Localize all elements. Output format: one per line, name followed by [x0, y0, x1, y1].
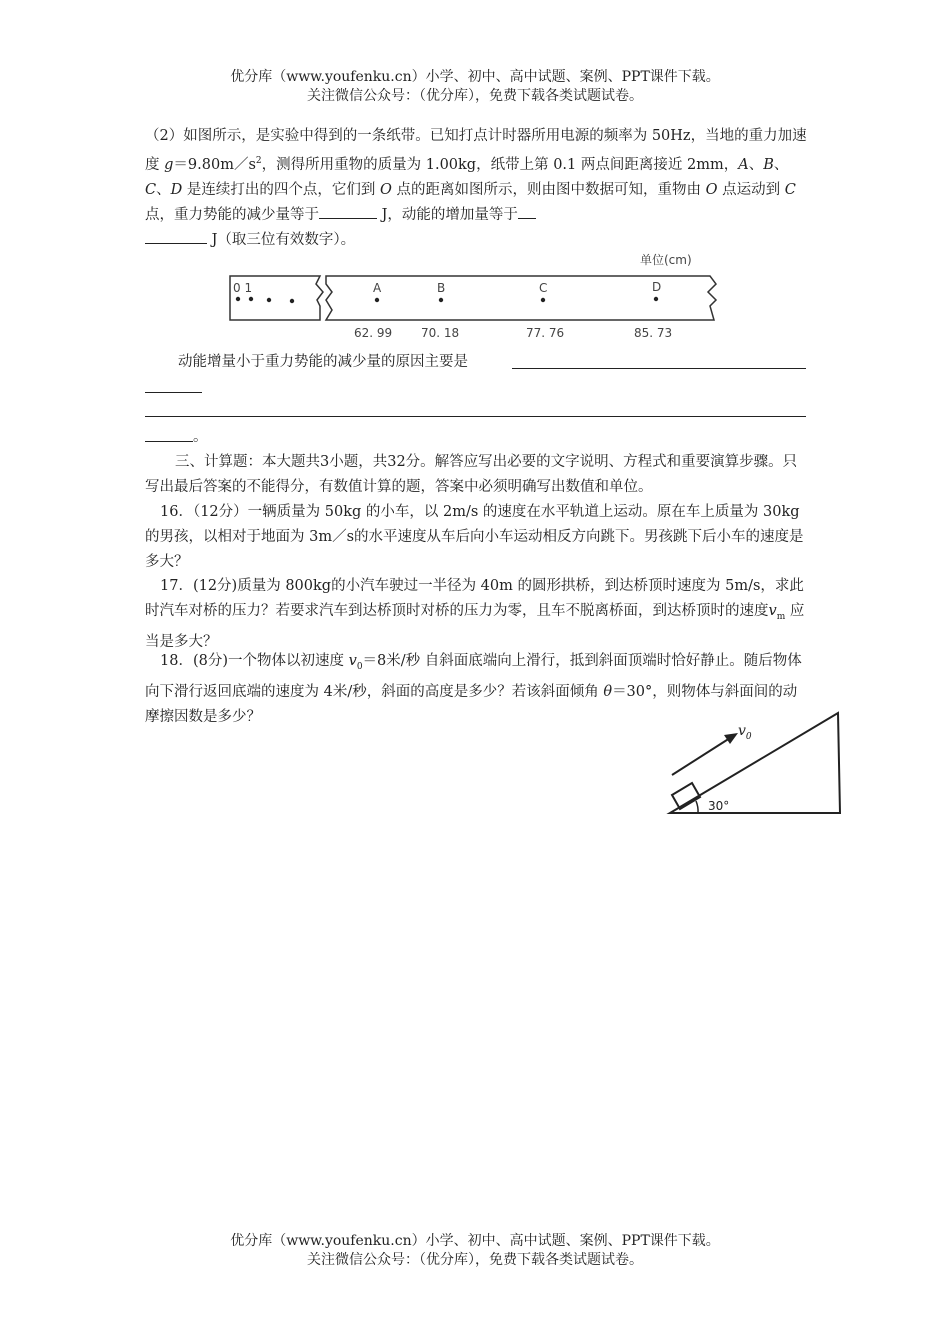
question-16: 16．（12分）一辆质量为 50kg 的小车，以 2m/s 的速度在水平轨道上运动。原在车上质量为 30kg的男孩，以相对于地面为 3m／s的水平速度从车后向小车运动相反方向跳下。男孩跳下后小车的速度是多大？: [145, 504, 804, 570]
paper-tape-figure: [222, 248, 732, 344]
tape-dot-C: [541, 298, 545, 302]
header-line-2: 关注微信公众号：（优分库），免费下载各类试题试卷。: [307, 88, 643, 104]
reason-end-mark: 。: [193, 429, 208, 445]
angle-label: 30°: [708, 799, 730, 813]
reason-answer-line-4[interactable]: [145, 441, 193, 442]
tape-start-label: 0 1: [233, 281, 253, 295]
reason-answer-line-1[interactable]: [512, 368, 806, 369]
question-18: 18．(8分)一个物体以初速度 $v_0=8$米/秒 自斜面底端向上滑行，抵到斜面顶端时恰好静止。随后物体向下滑行返回底端的速度为 4米/秒，斜面的高度是多少？若该斜面倾角 θ＝30°，则物体与斜面间的动摩擦因数是多少？: [145, 653, 802, 725]
tape-dot-A: [375, 298, 379, 302]
tape-dot-D: [654, 297, 658, 301]
footer-line-1: 优分库（www.youfenku.cn）小学、初中、高中试题、案例、PPT课件下载。: [230, 1233, 720, 1249]
angle-arc: [696, 801, 698, 813]
velocity-arrow-head: [724, 733, 738, 744]
tape-distance-A: 62. 99: [354, 326, 393, 340]
page-footer: [0, 1232, 950, 1270]
question-17: 17．(12分)质量为 800kg的小汽车驶过一半径为 40m 的圆形拱桥，到达桥顶时速度为 5m/s，求此时汽车对桥的压力？若要求汽车到达桥顶时对桥的压力为零，且车不脱离桥面，到达桥顶时的速度$v_m$ 应当是多大？: [145, 578, 805, 650]
tape-distance-B: 70. 18: [421, 326, 460, 340]
tape-distance-C: 77. 76: [526, 326, 565, 340]
tape-dot-1: [249, 297, 253, 301]
tape-dot-2: [267, 298, 271, 302]
tape-unit-label: 单位(cm): [640, 253, 692, 267]
page-header: [0, 68, 950, 106]
tape-point-A: A: [373, 281, 382, 295]
reason-prompt: 动能增量小于重力势能的减少量的原因主要是: [178, 354, 468, 370]
footer-line-2: 关注微信公众号：（优分库），免费下载各类试题试卷。: [307, 1252, 643, 1268]
block: [672, 783, 700, 809]
reason-answer-line-3[interactable]: [145, 416, 806, 417]
header-line-1: 优分库（www.youfenku.cn）小学、初中、高中试题、案例、PPT课件下载。: [230, 69, 720, 85]
tape-point-D: D: [652, 280, 662, 294]
question-2-text: （2）如图所示，是实验中得到的一条纸带。已知打点计时器所用电源的频率为 50Hz，当地的重力加速度 $g=9.80m/s^2$，测得所用重物的质量为 1.00kg，纸带上第 0.1 两点间距离接近 2mm，A、B、C、D 是连续打出的四个点，它们到 O 点的距离如图所示，则由图中数据可知，重物由 O 点运动到 C 点，重力势能的减少量等于 J，动能的增加量等于 J（取三位有效数字）。: [145, 128, 807, 248]
tape-dot-B: [439, 298, 443, 302]
incline-figure: [660, 705, 850, 820]
section-3-intro: 三、计算题：本大题共3小题，共32分。解答应写出必要的文字说明、方程式和重要演算步骤。只写出最后答案的不能得分，有数值计算的题，答案中必须明确写出数值和单位。: [145, 454, 798, 495]
tape-dot-0: [236, 297, 240, 301]
potential-energy-blank[interactable]: [319, 204, 377, 219]
tape-dot-3: [290, 299, 294, 303]
kinetic-energy-blank-a[interactable]: [518, 204, 536, 219]
tape-distance-D: 85. 73: [634, 326, 673, 340]
velocity-label: $v_0$: [738, 723, 752, 742]
velocity-arrow: [672, 738, 730, 775]
question-2: [145, 124, 810, 253]
incline-triangle: [670, 713, 840, 813]
tape-point-B: B: [437, 281, 446, 295]
kinetic-energy-blank-b[interactable]: [145, 229, 207, 244]
tape-point-C: C: [539, 281, 548, 295]
reason-answer-line-2[interactable]: [145, 392, 202, 393]
